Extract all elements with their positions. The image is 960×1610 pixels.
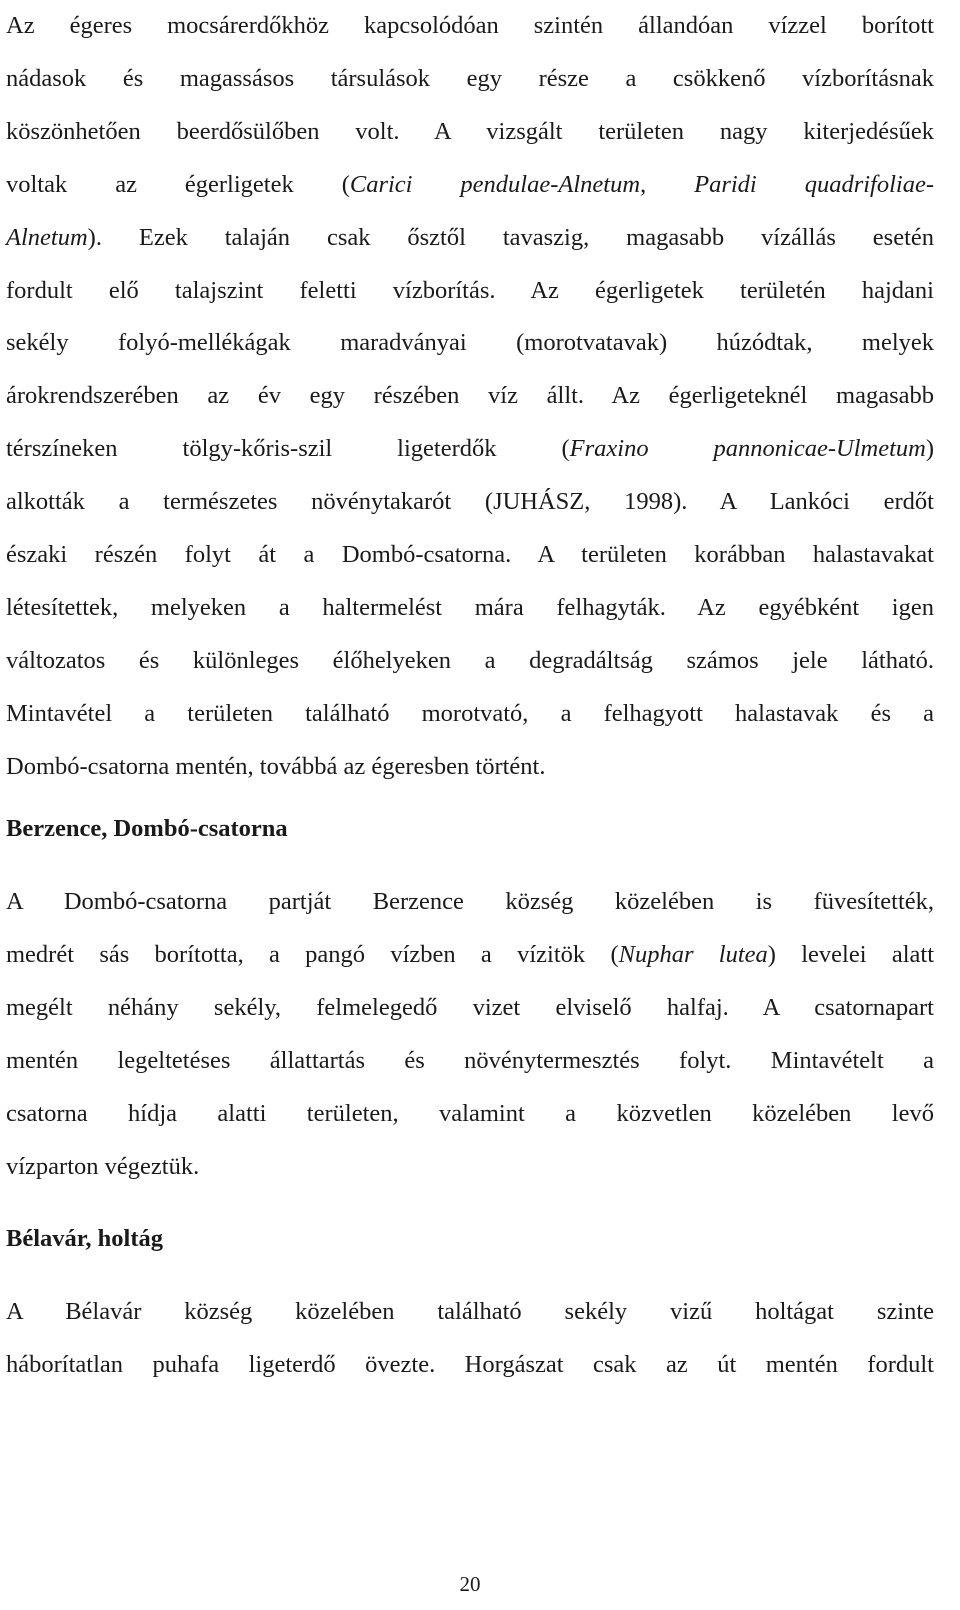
text-line: északi részén folyt át a Dombó-csatorna. A területen korábban halastavakat bbox=[6, 541, 934, 569]
species-name: Nuphar lutea bbox=[618, 940, 768, 968]
species-name: Carici pendulae-Alnetum, Paridi quadrifoliae- bbox=[349, 170, 934, 198]
text-line: A Dombó-csatorna partját Berzence község közelében is füvesítették, bbox=[6, 888, 934, 915]
species-name: Fraxino pannonicae-Ulmetum bbox=[569, 435, 926, 463]
text-line: köszönhetően beerdősülőben volt. A vizsgált területen nagy kiterjedésűek bbox=[6, 117, 934, 145]
text-line: háborítatlan puhafa ligeterdő övezte. Horgászat csak az út mentén fordult bbox=[6, 1350, 934, 1378]
section-heading: Bélavár, holtág bbox=[6, 1225, 163, 1252]
text-line: alkották a természetes növénytakarót (JUHÁSZ, 1998). A Lankóci erdőt bbox=[6, 488, 934, 516]
text-line: Alnetum). Ezek talaján csak ősztől tavaszig, magasabb vízállás esetén bbox=[6, 223, 934, 251]
text-line: Az égeres mocsárerdőkhöz kapcsolódóan szintén állandóan vízzel borított bbox=[6, 12, 934, 39]
text-line: sekély folyó-mellékágak maradványai (morotvatavak) húzódtak, melyek bbox=[6, 329, 934, 357]
body-paragraph-3 bbox=[6, 1286, 934, 1392]
species-name: Alnetum bbox=[6, 223, 88, 251]
text-line: A Bélavár község közelében található sekély vizű holtágat szinte bbox=[6, 1298, 934, 1325]
text-line: árokrendszerében az év egy részében víz állt. Az égerligeteknél magasabb bbox=[6, 382, 934, 410]
page-number: 20 bbox=[459, 1572, 481, 1596]
text-line: medrét sás borította, a pangó vízben a vízitök (Nuphar lutea) levelei alatt bbox=[6, 940, 934, 968]
text-line: térszíneken tölgy-kőris-szil ligeterdők (Fraxino pannonicae-Ulmetum) bbox=[6, 435, 934, 463]
text-line: mentén legeltetéses állattartás és növénytermesztés folyt. Mintavételt a bbox=[6, 1046, 934, 1074]
body-paragraph-2 bbox=[6, 876, 934, 1193]
text-line: fordult elő talajszint feletti vízborítás. Az égerligetek területén hajdani bbox=[6, 276, 934, 304]
text-line: megélt néhány sekély, felmelegedő vizet elviselő halfaj. A csatornapart bbox=[6, 993, 934, 1021]
text-line: változatos és különleges élőhelyeken a degradáltság számos jele látható. bbox=[6, 646, 934, 674]
text-line: voltak az égerligetek (Carici pendulae-Alnetum, Paridi quadrifoliae- bbox=[6, 170, 934, 198]
text-line: Dombó-csatorna mentén, továbbá az égeresben történt. bbox=[6, 752, 546, 780]
body-paragraph-1 bbox=[6, 0, 934, 794]
text-line: létesítettek, melyeken a haltermelést mára felhagyták. Az egyébként igen bbox=[6, 593, 934, 621]
text-line: nádasok és magassásos társulások egy része a csökkenő vízborításnak bbox=[6, 64, 934, 92]
text-line: Mintavétel a területen található morotvató, a felhagyott halastavak és a bbox=[6, 699, 934, 727]
section-heading: Berzence, Dombó-csatorna bbox=[6, 815, 288, 842]
text-line: vízparton végeztük. bbox=[6, 1152, 200, 1180]
text-line: csatorna hídja alatti területen, valamint a közvetlen közelében levő bbox=[6, 1099, 934, 1127]
